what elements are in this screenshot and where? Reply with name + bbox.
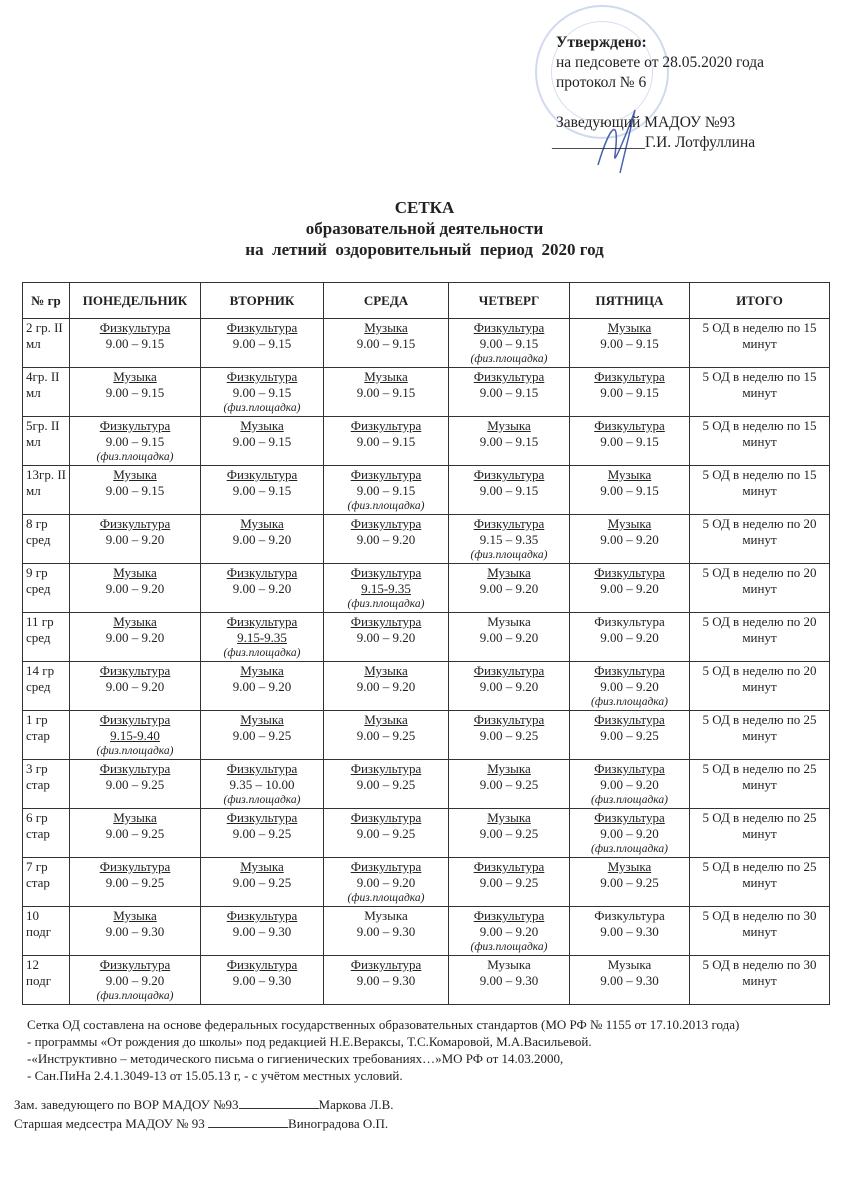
activity-subject: Музыка: [607, 859, 652, 874]
approval-protocol: протокол № 6: [556, 74, 647, 91]
activity-location: (физ.площадка): [223, 647, 301, 659]
activity-time: 9.00 – 9.20: [105, 630, 165, 645]
activity-subject: Физкультура: [594, 810, 665, 825]
activity-subject: Физкультура: [350, 565, 422, 580]
deputy-signature: [239, 1094, 319, 1109]
activity-subject: Физкультура: [226, 467, 298, 482]
group-cell: 12 подг: [23, 956, 70, 1005]
activity-subject: Физкультура: [594, 663, 665, 678]
schedule-table: [22, 282, 830, 1005]
activity-location: (физ.площадка): [223, 794, 301, 806]
activity-cell: [201, 760, 324, 809]
activity-cell: [324, 760, 449, 809]
activity-cell: [70, 956, 201, 1005]
activity-location: (физ.площадка): [347, 500, 425, 512]
activity-time: 9.00 – 9.20: [600, 826, 659, 841]
activity-subject: Физкультура: [594, 614, 665, 629]
activity-cell: [449, 466, 570, 515]
activity-time: 9.00 – 9.25: [232, 826, 292, 841]
activity-subject: Физкультура: [226, 565, 298, 580]
activity-subject: Музыка: [240, 712, 284, 727]
title-line-2: образовательной деятельности: [305, 219, 544, 238]
activity-time: 9.00 – 9.20: [356, 875, 416, 890]
activity-subject: Музыка: [240, 418, 284, 433]
activity-time: 9.35 – 10.00: [229, 777, 295, 792]
column-header: ВТОРНИК: [201, 283, 324, 319]
group-cell: 14 гр сред: [23, 662, 70, 711]
total-cell: 5 ОД в неделю по 30 минут: [690, 907, 830, 956]
footer-line: - программы «От рождения до школы» под редакцией Н.Е.Вераксы, Т.С.Комаровой, М.А.Васильевой.: [27, 1034, 592, 1049]
activity-subject: Физкультура: [594, 418, 665, 433]
activity-time: 9.00 – 9.30: [600, 924, 659, 939]
activity-location: (физ.площадка): [591, 696, 668, 708]
activity-time: 9.00 – 9.25: [232, 875, 292, 890]
activity-cell: [324, 368, 449, 417]
activity-subject: Физкультура: [350, 810, 422, 825]
activity-time: 9.00 – 9.20: [105, 973, 165, 988]
activity-cell: [449, 662, 570, 711]
activity-subject: Музыка: [113, 908, 157, 923]
activity-cell: [570, 417, 690, 466]
activity-time: 9.00 – 9.25: [356, 777, 416, 792]
group-cell: 7 гр стар: [23, 858, 70, 907]
activity-subject: Физкультура: [594, 712, 665, 727]
column-header: СРЕДА: [324, 283, 449, 319]
activity-cell: [70, 613, 201, 662]
activity-time: 9.00 – 9.30: [356, 973, 416, 988]
column-header: ИТОГО: [690, 283, 830, 319]
activity-time: 9.00 – 9.20: [356, 630, 416, 645]
activity-cell: [70, 907, 201, 956]
footer-line: - Сан.ПиНа 2.4.1.3049-13 от 15.05.13 г, - с учётом местных условий.: [27, 1068, 403, 1083]
activity-time: 9.00 – 9.20: [479, 924, 539, 939]
activity-cell: [570, 564, 690, 613]
deputy-name: Маркова Л.В.: [318, 1097, 394, 1112]
activity-cell: [324, 564, 449, 613]
activity-time: 9.00 – 9.20: [232, 679, 292, 694]
table-row: [23, 613, 830, 662]
table-row: [23, 466, 830, 515]
director-name: ____________Г.И. Лотфуллина: [552, 134, 756, 151]
activity-subject: Физкультура: [473, 467, 545, 482]
activity-time: 9.00 – 9.20: [600, 630, 659, 645]
nurse-label: Старшая медсестра МАДОУ № 93: [14, 1116, 205, 1131]
total-cell: 5 ОД в неделю по 25 минут: [690, 809, 830, 858]
table-row: [23, 907, 830, 956]
activity-location: (физ.площадка): [96, 990, 174, 1002]
activity-cell: [201, 809, 324, 858]
activity-subject: Музыка: [240, 516, 284, 531]
activity-subject: Физкультура: [350, 418, 422, 433]
activity-time: 9.00 – 9.20: [479, 679, 539, 694]
activity-time: 9.00 – 9.20: [105, 581, 165, 596]
activity-cell: [449, 613, 570, 662]
footer-line: Сетка ОД составлена на основе федеральных государственных образовательных стандартов (МО РФ № 1155 от 17.10.2013 года): [27, 1017, 740, 1032]
total-cell: 5 ОД в неделю по 20 минут: [690, 613, 830, 662]
activity-subject: Физкультура: [594, 565, 665, 580]
activity-cell: [324, 417, 449, 466]
activity-subject: Музыка: [487, 418, 531, 433]
activity-time: 9.00 – 9.25: [479, 777, 539, 792]
activity-subject: Музыка: [240, 859, 284, 874]
activity-subject: Физкультура: [473, 663, 545, 678]
activity-time: 9.00 – 9.15: [105, 483, 165, 498]
activity-subject: Музыка: [607, 320, 652, 335]
activity-subject: Музыка: [113, 810, 157, 825]
activity-location: (физ.площадка): [470, 941, 548, 953]
activity-cell: [570, 515, 690, 564]
activity-time: 9.00 – 9.20: [356, 679, 416, 694]
activity-subject: Физкультура: [226, 908, 298, 923]
activity-time: 9.00 – 9.15: [600, 385, 659, 400]
group-cell: 9 гр сред: [23, 564, 70, 613]
activity-cell: [324, 956, 449, 1005]
total-cell: 5 ОД в неделю по 25 минут: [690, 858, 830, 907]
activity-time: 9.00 – 9.15: [479, 434, 539, 449]
document-title: [0, 197, 849, 260]
activity-subject: Музыка: [364, 369, 408, 384]
activity-cell: [449, 564, 570, 613]
group-cell: 13гр. II мл: [23, 466, 70, 515]
approval-heading: Утверждено:: [556, 34, 647, 51]
activity-time: 9.00 – 9.15: [479, 385, 539, 400]
total-cell: 5 ОД в неделю по 25 минут: [690, 760, 830, 809]
activity-subject: Музыка: [364, 712, 408, 727]
activity-subject: Физкультура: [99, 516, 171, 531]
approval-date: на педсовете от 28.05.2020 года: [556, 54, 765, 71]
activity-time: 9.00 – 9.20: [232, 532, 292, 547]
activity-cell: [449, 809, 570, 858]
activity-time: 9.00 – 9.20: [232, 581, 292, 596]
activity-cell: [570, 809, 690, 858]
activity-cell: [324, 466, 449, 515]
activity-cell: [201, 564, 324, 613]
activity-cell: [70, 564, 201, 613]
activity-subject: Физкультура: [473, 908, 545, 923]
activity-cell: [324, 809, 449, 858]
activity-subject: Музыка: [487, 565, 531, 580]
activity-time: 9.00 – 9.15: [479, 483, 539, 498]
group-cell: 5гр. II мл: [23, 417, 70, 466]
activity-time: 9.00 – 9.25: [105, 875, 165, 890]
activity-cell: [324, 907, 449, 956]
column-header: № гр: [23, 283, 70, 319]
activity-time: 9.00 – 9.25: [479, 728, 539, 743]
activity-cell: [570, 858, 690, 907]
activity-subject: Музыка: [364, 663, 408, 678]
activity-cell: [570, 662, 690, 711]
table-row: [23, 319, 830, 368]
activity-cell: [70, 662, 201, 711]
activity-time: 9.00 – 9.15: [600, 483, 659, 498]
activity-subject: Физкультура: [226, 810, 298, 825]
activity-time: 9.00 – 9.20: [479, 581, 539, 596]
signatures: [14, 1094, 394, 1132]
header-row: [23, 283, 830, 319]
activity-cell: [201, 662, 324, 711]
activity-location: (физ.площадка): [347, 892, 425, 904]
activity-location: (физ.площадка): [591, 843, 668, 855]
activity-cell: [449, 907, 570, 956]
activity-subject: Физкультура: [226, 369, 298, 384]
activity-time: 9.00 – 9.25: [600, 875, 659, 890]
activity-cell: [570, 711, 690, 760]
group-cell: 6 гр стар: [23, 809, 70, 858]
activity-location: (физ.площадка): [96, 745, 174, 757]
activity-time: 9.00 – 9.20: [356, 532, 416, 547]
table-row: [23, 368, 830, 417]
activity-cell: [70, 515, 201, 564]
group-cell: 8 гр сред: [23, 515, 70, 564]
activity-cell: [449, 368, 570, 417]
activity-cell: [201, 417, 324, 466]
activity-subject: Физкультура: [226, 320, 298, 335]
activity-time: 9.00 – 9.15: [356, 434, 416, 449]
activity-cell: [324, 662, 449, 711]
activity-subject: Физкультура: [226, 614, 298, 629]
activity-subject: Музыка: [607, 516, 652, 531]
activity-cell: [324, 858, 449, 907]
activity-time: 9.00 – 9.30: [479, 973, 539, 988]
activity-cell: [570, 760, 690, 809]
activity-cell: [70, 319, 201, 368]
group-cell: 10 подг: [23, 907, 70, 956]
activity-subject: Физкультура: [473, 369, 545, 384]
activity-subject: Музыка: [364, 320, 408, 335]
activity-time: 9.00 – 9.15: [105, 336, 165, 351]
activity-time: 9.00 – 9.15: [356, 336, 416, 351]
activity-cell: [570, 466, 690, 515]
activity-cell: [449, 417, 570, 466]
title-line-3: на летний оздоровительный период 2020 год: [245, 240, 604, 259]
activity-cell: [324, 711, 449, 760]
nurse-signature: [208, 1113, 288, 1128]
activity-cell: [70, 760, 201, 809]
activity-cell: [449, 711, 570, 760]
activity-subject: Физкультура: [350, 957, 422, 972]
activity-subject: Музыка: [607, 467, 652, 482]
activity-time: 9.00 – 9.25: [479, 826, 539, 841]
group-cell: 4гр. II мл: [23, 368, 70, 417]
activity-time: 9.00 – 9.25: [105, 826, 165, 841]
director-position: Заведующий МАДОУ №93: [556, 114, 736, 131]
activity-subject: Музыка: [113, 369, 157, 384]
activity-location: (физ.площадка): [96, 451, 174, 463]
activity-time: 9.00 – 9.30: [600, 973, 659, 988]
activity-cell: [201, 319, 324, 368]
activity-subject: Музыка: [364, 908, 408, 923]
activity-subject: Физкультура: [226, 761, 298, 776]
activity-cell: [570, 956, 690, 1005]
activity-cell: [201, 515, 324, 564]
activity-time: 9.00 – 9.25: [356, 826, 416, 841]
activity-cell: [324, 613, 449, 662]
activity-cell: [70, 368, 201, 417]
total-cell: 5 ОД в неделю по 20 минут: [690, 515, 830, 564]
activity-time: 9.00 – 9.20: [600, 777, 659, 792]
activity-time: 9.00 – 9.15: [232, 336, 292, 351]
table-row: [23, 760, 830, 809]
activity-cell: [70, 809, 201, 858]
group-cell: 3 гр стар: [23, 760, 70, 809]
activity-cell: [201, 368, 324, 417]
activity-time: 9.00 – 9.25: [600, 728, 659, 743]
activity-subject: Физкультура: [350, 614, 422, 629]
activity-time: 9.00 – 9.30: [105, 924, 165, 939]
activity-cell: [324, 319, 449, 368]
table-row: [23, 564, 830, 613]
activity-cell: [70, 466, 201, 515]
activity-cell: [449, 760, 570, 809]
activity-time: 9.00 – 9.15: [232, 483, 292, 498]
activity-subject: Музыка: [113, 565, 157, 580]
activity-subject: Физкультура: [594, 761, 665, 776]
table-row: [23, 417, 830, 466]
activity-cell: [70, 711, 201, 760]
activity-time: 9.00 – 9.25: [105, 777, 165, 792]
activity-time: 9.00 – 9.15: [356, 483, 416, 498]
table-row: [23, 809, 830, 858]
activity-location: (физ.площадка): [591, 794, 668, 806]
table-row: [23, 662, 830, 711]
activity-time: 9.00 – 9.20: [105, 532, 165, 547]
footer-notes: [27, 1016, 739, 1084]
activity-subject: Музыка: [113, 467, 157, 482]
activity-subject: Физкультура: [473, 859, 545, 874]
activity-time: 9.15-9.35: [361, 581, 411, 596]
activity-subject: Музыка: [240, 663, 284, 678]
activity-cell: [324, 515, 449, 564]
activity-cell: [570, 907, 690, 956]
column-header: ЧЕТВЕРГ: [449, 283, 570, 319]
footer-line: -«Инструктивно – методического письма о гигиенических требованиях…»МО РФ от 14.03.2000,: [27, 1051, 564, 1066]
activity-subject: Физкультура: [226, 957, 298, 972]
activity-time: 9.00 – 9.15: [356, 385, 416, 400]
activity-cell: [201, 466, 324, 515]
deputy-label: Зам. заведующего по ВОР МАДОУ №93: [14, 1097, 239, 1112]
activity-subject: Физкультура: [99, 761, 171, 776]
group-cell: 2 гр. II мл: [23, 319, 70, 368]
activity-time: 9.00 – 9.20: [479, 630, 539, 645]
activity-subject: Физкультура: [350, 467, 422, 482]
activity-subject: Физкультура: [473, 712, 545, 727]
activity-cell: [570, 613, 690, 662]
activity-time: 9.00 – 9.25: [479, 875, 539, 890]
activity-subject: Музыка: [487, 810, 531, 825]
activity-subject: Физкультура: [594, 908, 665, 923]
approval-block: [552, 33, 765, 153]
activity-subject: Физкультура: [99, 957, 171, 972]
table-row: [23, 956, 830, 1005]
total-cell: 5 ОД в неделю по 30 минут: [690, 956, 830, 1005]
activity-cell: [201, 711, 324, 760]
activity-time: 9.00 – 9.15: [105, 434, 165, 449]
activity-time: 9.00 – 9.15: [232, 434, 292, 449]
activity-time: 9.00 – 9.15: [105, 385, 165, 400]
activity-time: 9.15-9.35: [237, 630, 287, 645]
activity-cell: [570, 368, 690, 417]
activity-cell: [201, 858, 324, 907]
activity-time: 9.15 – 9.35: [479, 532, 539, 547]
table-row: [23, 711, 830, 760]
total-cell: 5 ОД в неделю по 20 минут: [690, 564, 830, 613]
activity-cell: [449, 956, 570, 1005]
activity-cell: [70, 858, 201, 907]
nurse-name: Виноградова О.П.: [288, 1116, 389, 1131]
activity-time: 9.00 – 9.15: [232, 385, 292, 400]
total-cell: 5 ОД в неделю по 15 минут: [690, 466, 830, 515]
activity-time: 9.00 – 9.15: [600, 336, 659, 351]
activity-time: 9.00 – 9.25: [356, 728, 416, 743]
activity-subject: Физкультура: [350, 859, 422, 874]
activity-subject: Музыка: [487, 761, 531, 776]
activity-time: 9.00 – 9.30: [232, 924, 292, 939]
column-header: ПЯТНИЦА: [570, 283, 690, 319]
activity-cell: [70, 417, 201, 466]
activity-subject: Физкультура: [473, 320, 545, 335]
activity-cell: [449, 319, 570, 368]
activity-subject: Физкультура: [99, 320, 171, 335]
activity-location: (физ.площадка): [470, 353, 548, 365]
group-cell: 11 гр сред: [23, 613, 70, 662]
activity-time: 9.00 – 9.20: [600, 679, 659, 694]
total-cell: 5 ОД в неделю по 15 минут: [690, 417, 830, 466]
total-cell: 5 ОД в неделю по 25 минут: [690, 711, 830, 760]
activity-subject: Физкультура: [350, 761, 422, 776]
title-line-1: СЕТКА: [394, 198, 455, 217]
total-cell: 5 ОД в неделю по 20 минут: [690, 662, 830, 711]
activity-location: (физ.площадка): [347, 598, 425, 610]
activity-subject: Музыка: [487, 614, 531, 629]
table-row: [23, 858, 830, 907]
activity-time: 9.00 – 9.15: [600, 434, 659, 449]
group-cell: 1 гр стар: [23, 711, 70, 760]
activity-time: 9.00 – 9.25: [232, 728, 292, 743]
activity-time: 9.15-9.40: [110, 728, 160, 743]
activity-subject: Физкультура: [99, 859, 171, 874]
activity-subject: Музыка: [113, 614, 157, 629]
activity-subject: Физкультура: [594, 369, 665, 384]
activity-location: (физ.площадка): [223, 402, 301, 414]
activity-subject: Физкультура: [99, 418, 171, 433]
activity-subject: Физкультура: [99, 712, 171, 727]
activity-time: 9.00 – 9.30: [356, 924, 416, 939]
activity-cell: [449, 515, 570, 564]
activity-time: 9.00 – 9.20: [600, 532, 659, 547]
activity-subject: Музыка: [487, 957, 531, 972]
table-row: [23, 515, 830, 564]
activity-cell: [570, 319, 690, 368]
activity-cell: [201, 907, 324, 956]
column-header: ПОНЕДЕЛЬНИК: [70, 283, 201, 319]
activity-cell: [201, 956, 324, 1005]
activity-subject: Физкультура: [99, 663, 171, 678]
activity-time: 9.00 – 9.20: [105, 679, 165, 694]
activity-time: 9.00 – 9.20: [600, 581, 659, 596]
activity-cell: [201, 613, 324, 662]
total-cell: 5 ОД в неделю по 15 минут: [690, 368, 830, 417]
activity-subject: Музыка: [607, 957, 652, 972]
activity-subject: Физкультура: [350, 516, 422, 531]
total-cell: 5 ОД в неделю по 15 минут: [690, 319, 830, 368]
activity-subject: Физкультура: [473, 516, 545, 531]
activity-time: 9.00 – 9.30: [232, 973, 292, 988]
activity-location: (физ.площадка): [470, 549, 548, 561]
activity-time: 9.00 – 9.15: [479, 336, 539, 351]
activity-cell: [449, 858, 570, 907]
